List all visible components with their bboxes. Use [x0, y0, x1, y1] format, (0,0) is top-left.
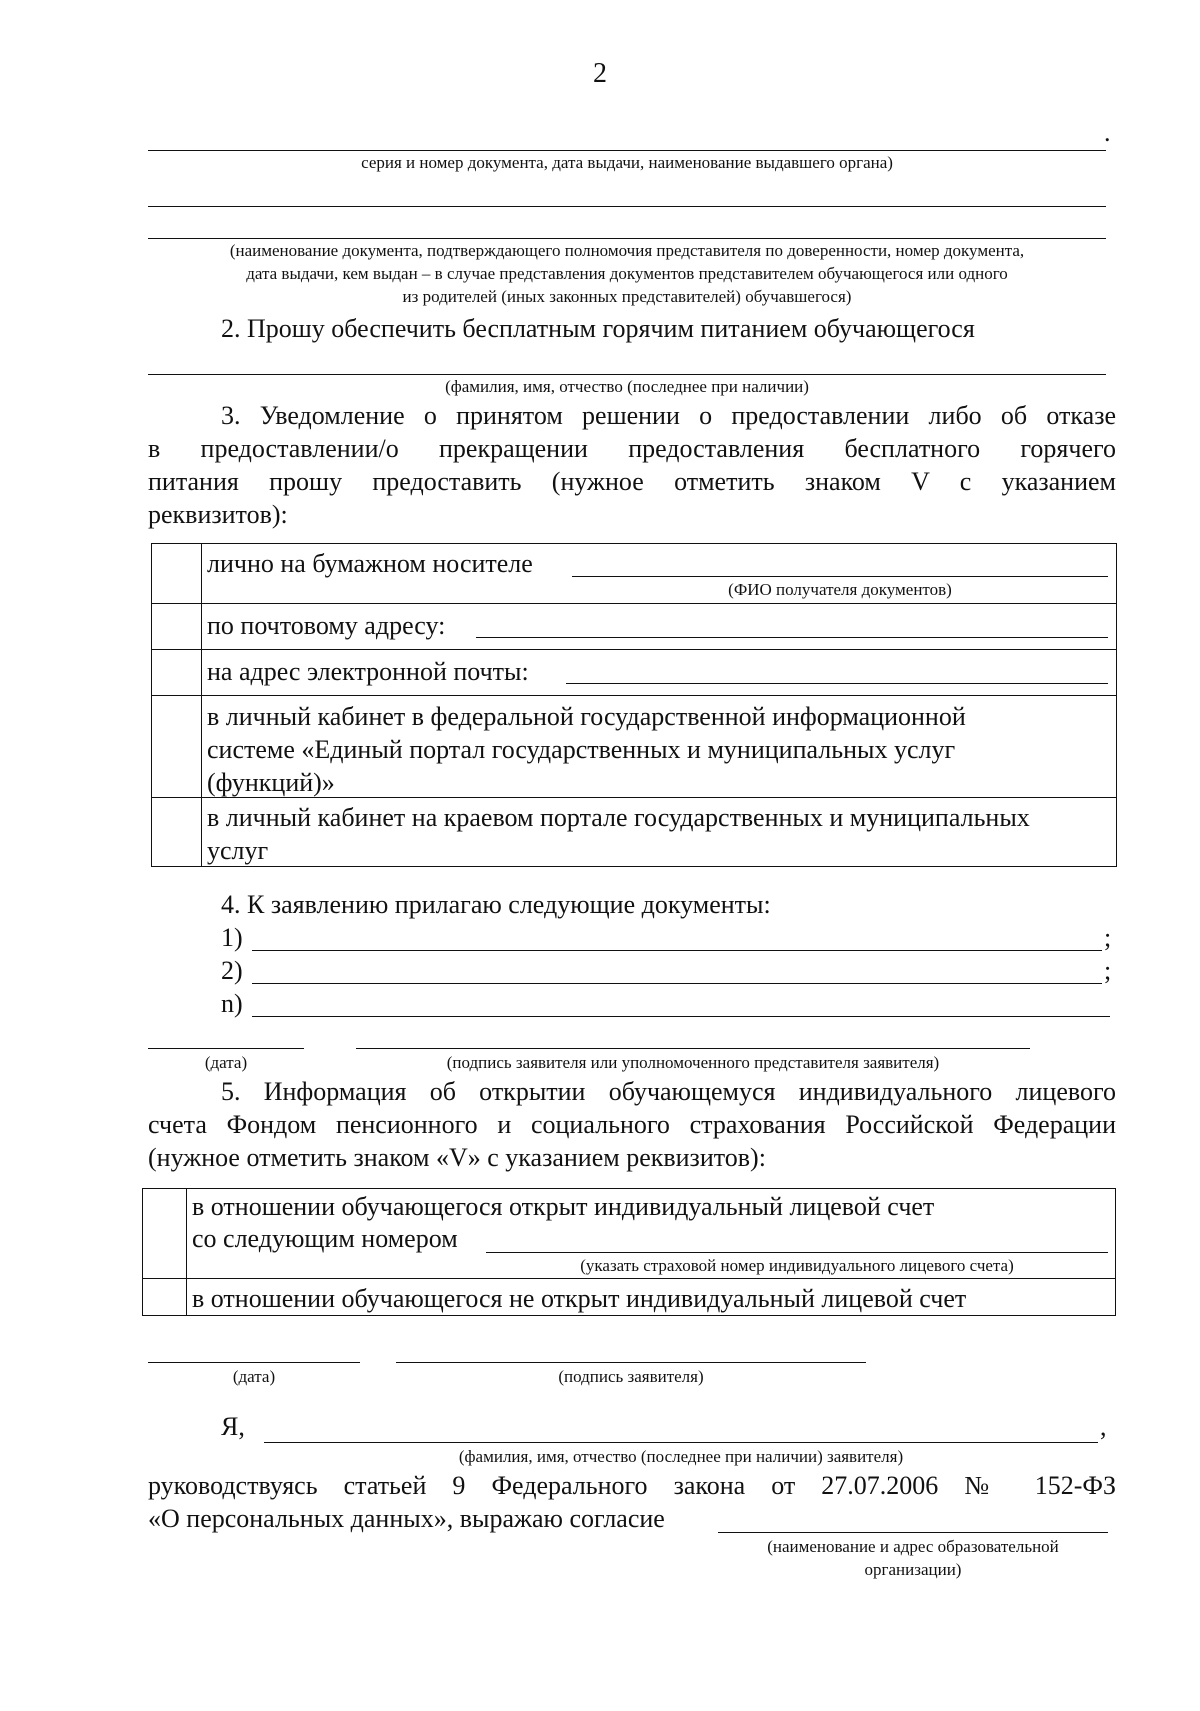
signature-caption-2: (подпись заявителя) [558, 1367, 704, 1386]
option-gosuslugi-line-1: в личный кабинет в федеральной государственной информационной [207, 702, 966, 731]
account-not-opened-label: в отношении обучающегося не открыт индивидуальный лицевой счет [192, 1284, 967, 1313]
postal-address-field[interactable] [476, 637, 1108, 638]
consent-ya: Я, [221, 1412, 245, 1441]
attachment-1-sep: ; [1104, 923, 1112, 952]
representative-doc-line-1 [148, 206, 1106, 207]
applicant-fio-caption: (фамилия, имя, отчество (последнее при наличии) заявителя) [458, 1447, 904, 1466]
section-4-title: 4. К заявлению прилагаю следующие документы: [221, 890, 771, 919]
signature-line-1[interactable] [356, 1048, 1030, 1049]
option-regional-portal-line-2: услуг [207, 836, 269, 865]
account-opened-line-2: со следующим номером [192, 1224, 458, 1253]
table1-row-divider-1 [151, 603, 1117, 604]
table1-checkbox-divider [201, 543, 202, 867]
section-2-text: 2. Прошу обеспечить бесплатным горячим питанием обучающегося [221, 314, 975, 343]
consent-line-2: «О персональных данных», выражаю согласие [148, 1504, 665, 1533]
line-end-dot: . [1104, 118, 1111, 147]
section-5-line-2: счета Фондом пенсионного и социального страхования Российской Федерации [148, 1110, 1116, 1139]
attachment-n-label: n) [221, 989, 243, 1018]
table1-row-divider-2 [151, 649, 1117, 650]
student-fio-caption: (фамилия, имя, отчество (последнее при наличии) [445, 377, 809, 396]
organization-caption-1: (наименование и адрес образовательной [767, 1537, 1059, 1556]
attachment-1-label: 1) [221, 923, 243, 952]
option-regional-portal-line-1: в личный кабинет на краевом портале государственных и муниципальных [207, 803, 1030, 832]
date-caption-2: (дата) [232, 1367, 276, 1386]
organization-field[interactable] [718, 1532, 1108, 1533]
section-3-line-2: в предоставлении/о прекращении предоставления бесплатного горячего [148, 434, 1116, 463]
recipient-fio-field[interactable] [572, 576, 1108, 577]
checkbox-gosuslugi[interactable] [153, 697, 200, 796]
checkbox-account-not-opened[interactable] [144, 1280, 185, 1315]
checkbox-postal[interactable] [153, 605, 200, 648]
table2-checkbox-divider [186, 1188, 187, 1316]
organization-caption-2: организации) [864, 1560, 962, 1579]
date-caption-1: (дата) [204, 1053, 248, 1072]
checkbox-paper[interactable] [153, 545, 200, 602]
attachment-2-field[interactable] [252, 983, 1102, 984]
recipient-fio-caption: (ФИО получателя документов) [728, 580, 952, 599]
representative-doc-caption-3: из родителей (иных законных представителей) обучавшегося) [402, 287, 852, 306]
student-fio-line [148, 374, 1106, 375]
checkbox-regional-portal[interactable] [153, 799, 200, 866]
option-gosuslugi-line-2: системе «Единый портал государственных и муниципальных услуг [207, 735, 956, 764]
date-line-2[interactable] [148, 1362, 360, 1363]
representative-doc-caption-1: (наименование документа, подтверждающего полномочия представителя по доверенности, номер документа, [229, 241, 1025, 260]
table1-row-divider-3 [151, 695, 1117, 696]
section-5-line-3: (нужное отметить знаком «V» с указанием реквизитов): [148, 1143, 766, 1172]
signature-caption-1: (подпись заявителя или уполномоченного представителя заявителя) [446, 1053, 940, 1072]
consent-comma: , [1100, 1412, 1107, 1441]
signature-line-2[interactable] [396, 1362, 866, 1363]
snils-caption: (указать страховой номер индивидуального лицевого счета) [580, 1256, 1014, 1275]
document-series-line [148, 150, 1106, 151]
representative-doc-caption-2: дата выдачи, кем выдан – в случае представления документов представителем обучающегося или одного [246, 264, 1008, 283]
page-number: 2 [593, 58, 607, 89]
document-series-caption: серия и номер документа, дата выдачи, наименование выдавшего органа) [361, 153, 893, 172]
option-paper-label: лично на бумажном носителе [207, 549, 533, 578]
checkbox-email[interactable] [153, 651, 200, 694]
email-address-field[interactable] [566, 683, 1108, 684]
attachment-n-field[interactable] [252, 1016, 1110, 1017]
section-5-line-1: 5. Информация об открытии обучающемуся индивидуального лицевого [221, 1077, 1116, 1106]
attachment-2-sep: ; [1104, 956, 1112, 985]
representative-doc-line-2 [148, 238, 1106, 239]
option-gosuslugi-line-3: (функций)» [207, 768, 335, 797]
consent-line-1: руководствуясь статьей 9 Федерального закона от 27.07.2006 № 152-ФЗ [148, 1471, 1116, 1500]
table2-row-divider [142, 1278, 1116, 1279]
option-email-label: на адрес электронной почты: [207, 657, 529, 686]
account-opened-line-1: в отношении обучающегося открыт индивидуальный лицевой счет [192, 1192, 935, 1221]
checkbox-account-opened[interactable] [144, 1190, 185, 1277]
date-line-1[interactable] [148, 1048, 304, 1049]
applicant-fio-field[interactable] [264, 1442, 1098, 1443]
snils-field[interactable] [486, 1252, 1108, 1253]
option-postal-label: по почтовому адресу: [207, 611, 446, 640]
attachment-2-label: 2) [221, 956, 243, 985]
section-3-line-4: реквизитов): [148, 500, 288, 529]
section-3-line-3: питания прошу предоставить (нужное отметить знаком V с указанием [148, 467, 1116, 496]
attachment-1-field[interactable] [252, 950, 1102, 951]
section-3-line-1: 3. Уведомление о принятом решении о предоставлении либо об отказе [221, 401, 1116, 430]
